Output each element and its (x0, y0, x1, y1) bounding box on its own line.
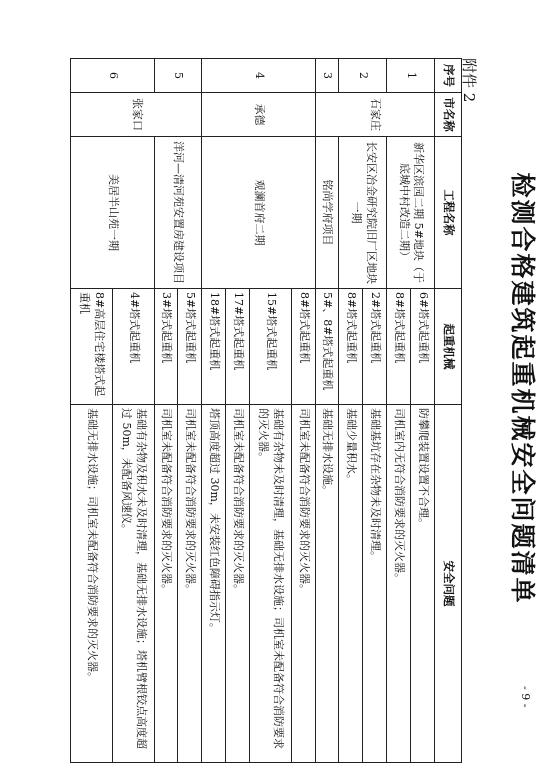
table-row (112, 59, 154, 763)
row-issue: 司机室未配备符合消防要求的灭火器。 (291, 405, 315, 763)
row-project: 长安区冶金研究院旧厂区地块一期 (339, 137, 387, 289)
row-machine: 6#塔式起重机 (411, 289, 435, 405)
row-issue: 基础无排水设施；司机室未配备符合消防要求的灭火器。 (71, 405, 113, 763)
row-machine: 3#塔式起重机 (154, 289, 178, 405)
row-issue: 基础少量积水。 (339, 405, 363, 763)
row-machine: 15#塔式起重机 (250, 289, 292, 405)
table-row (291, 59, 315, 763)
row-issue: 司机室未配备符合消防要求的灭火器。 (226, 405, 250, 763)
row-issue: 基础无排水设施。 (315, 405, 339, 763)
row-issue: 基础有杂物及积水未及时清理，基础无排水设施；塔机臂根铰点高度超过 50m，未配备风速仪。 (112, 405, 154, 763)
attachment-label: 附件 2 (460, 58, 478, 103)
row-city: 张家口 (71, 93, 202, 137)
row-issue: 司机室未配备符合消防要求的灭火器。 (154, 405, 178, 763)
row-issue: 司机室未配备符合消防要求的灭火器。 (178, 405, 202, 763)
header-city: 市名称 (435, 93, 462, 137)
page-title: 检测合格建筑起重机械安全问题清单 (508, 172, 537, 605)
header-machine: 起重机械 (435, 289, 462, 405)
row-project: 铭尚学府项目 (315, 137, 339, 289)
safety-issues-table (70, 58, 462, 763)
row-issue: 塔顶高度超过 30m，未安装红色障碍指示灯。 (202, 405, 226, 763)
row-seq: 6 (71, 59, 155, 93)
page-number: - 9 - (519, 686, 532, 708)
row-seq: 2 (339, 59, 387, 93)
row-machine: 5#、8#塔式起重机 (315, 289, 339, 405)
row-issue: 基础有杂物未及时清理，基础无排水设施；司机室未配备符合消防要求的灭火器。 (250, 405, 292, 763)
row-city: 承德 (202, 93, 315, 137)
row-machine: 17#塔式起重机 (226, 289, 250, 405)
row-project: 观澜首府二期 (202, 137, 315, 289)
row-project: 洋河—清河苑安置房建设项目 (154, 137, 202, 289)
row-seq: 5 (154, 59, 202, 93)
table-row (178, 59, 202, 763)
row-seq: 1 (387, 59, 435, 93)
table-row (411, 59, 435, 763)
row-project: 新华区滨园二期 5#地块（于底城中村改造二期） (387, 137, 435, 289)
header-issue: 安全问题 (435, 405, 462, 763)
row-project: 美居半山苑一期 (71, 137, 155, 289)
table-row (363, 59, 387, 763)
row-machine: 2#塔式起重机 (363, 289, 387, 405)
table-header-row (435, 59, 462, 763)
header-project: 工程名称 (435, 137, 462, 289)
header-seq: 序号 (435, 59, 462, 93)
table-row (315, 59, 339, 763)
row-seq: 4 (202, 59, 315, 93)
row-issue: 司机室内无符合消防要求的灭火器。 (387, 405, 411, 763)
row-machine: 18#塔式起重机 (202, 289, 226, 405)
row-issue: 防攀爬装置设置不合理。 (411, 405, 435, 763)
row-city: 石家庄 (315, 93, 434, 137)
row-seq: 3 (315, 59, 339, 93)
row-issue: 基础基坑存在杂物未及时清理。 (363, 405, 387, 763)
row-machine: 8#塔式起重机 (291, 289, 315, 405)
row-machine: 8#塔式起重机 (387, 289, 411, 405)
row-machine: 8#高层住宅楼塔式起重机 (71, 289, 113, 405)
row-machine: 4#塔式起重机 (112, 289, 154, 405)
row-machine: 5#塔式起重机 (178, 289, 202, 405)
row-machine: 8#塔式起重机 (339, 289, 363, 405)
